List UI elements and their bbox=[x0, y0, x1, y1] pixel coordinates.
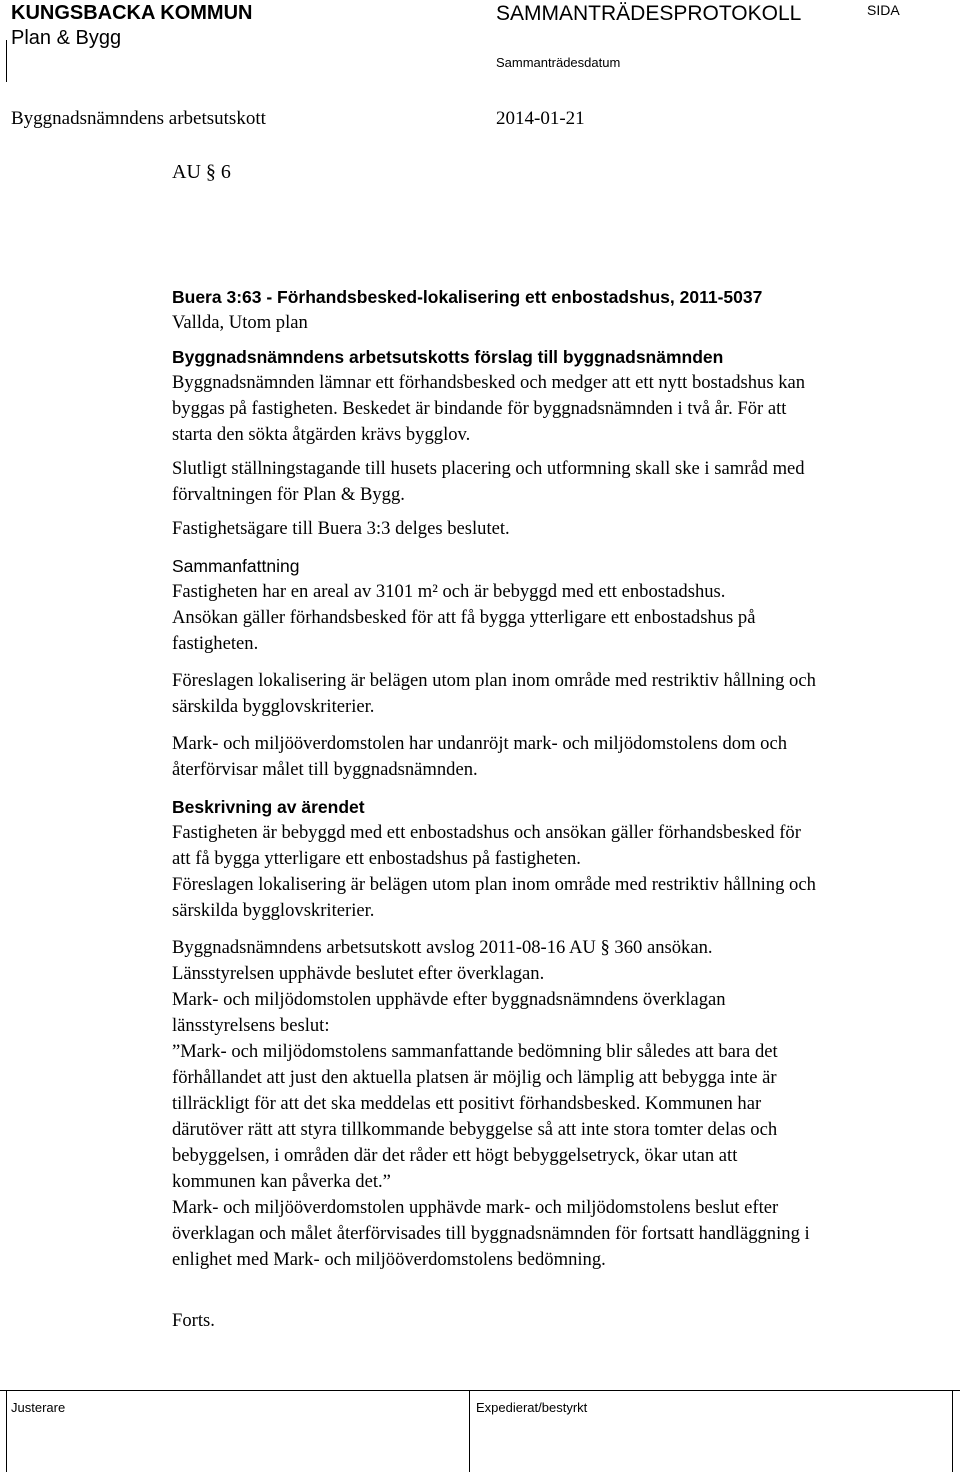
summary-location-line: Föreslagen lokalisering är belägen utom plan inom område med restriktiv hållning och bbox=[172, 670, 816, 691]
justerare-label: Justerare bbox=[11, 1400, 66, 1415]
organization-department: Plan & Bygg bbox=[11, 27, 122, 49]
summary-court-line: Mark- och miljööverdomstolen har undanröjt mark- och miljödomstolens dom och bbox=[172, 733, 788, 754]
spacer bbox=[172, 720, 952, 731]
meeting-date-label: Sammanträdesdatum bbox=[496, 55, 621, 70]
footer-divider bbox=[0, 1390, 960, 1391]
page-label: SIDA bbox=[867, 2, 900, 18]
footer-divider bbox=[952, 1390, 953, 1472]
history-line: ”Mark- och miljödomstolens sammanfattande bedömning blir således att bara det bbox=[172, 1041, 778, 1062]
spacer bbox=[172, 924, 952, 935]
history-line: Mark- och miljödomstolen upphävde efter byggnadsnämndens överklagan bbox=[172, 989, 726, 1010]
history-line: länsstyrelsens beslut: bbox=[172, 1015, 330, 1036]
final-position-line: förvaltningen för Plan & Bygg. bbox=[172, 484, 405, 505]
meeting-date: 2014-01-21 bbox=[496, 108, 585, 129]
spacer bbox=[172, 783, 952, 794]
spacer bbox=[172, 1273, 952, 1308]
description-line: Föreslagen lokalisering är belägen utom plan inom område med restriktiv hållning och bbox=[172, 874, 816, 895]
organization-name: KUNGSBACKA KOMMUN bbox=[11, 2, 253, 24]
history-line: förhållandet att just den aktuella platsen är möjlig och lämplig att bebygga inte är bbox=[172, 1067, 777, 1088]
history-line: enlighet med Mark- och miljööverdomstolens bedömning. bbox=[172, 1249, 606, 1270]
spacer bbox=[172, 448, 952, 456]
footer-divider bbox=[469, 1390, 470, 1472]
proposal-heading: Byggnadsnämndens arbetsutskotts förslag till byggnadsnämnden bbox=[172, 347, 724, 367]
continued-marker: Forts. bbox=[172, 1310, 215, 1331]
committee-name: Byggnadsnämndens arbetsutskott bbox=[11, 108, 266, 129]
final-position-line: Slutligt ställningstagande till husets placering och utformning skall ske i samråd med bbox=[172, 458, 805, 479]
footer-divider bbox=[6, 1390, 7, 1472]
description-line: Fastigheten är bebyggd med ett enbostadshus och ansökan gäller förhandsbesked för bbox=[172, 822, 801, 843]
owner-note: Fastighetsägare till Buera 3:3 delges beslutet. bbox=[172, 518, 510, 539]
protocol-body bbox=[172, 284, 952, 1334]
spacer bbox=[172, 508, 952, 516]
proposal-line: byggas på fastigheten. Beskedet är bindande för byggnadsnämnden i två år. För att bbox=[172, 398, 787, 419]
summary-line: Fastigheten har en areal av 3101 m² och är bebyggd med ett enbostadshus. bbox=[172, 581, 726, 602]
document-type: SAMMANTRÄDESPROTOKOLL bbox=[496, 2, 802, 25]
summary-location-line: särskilda bygglovskriterier. bbox=[172, 696, 375, 717]
description-heading: Beskrivning av ärendet bbox=[172, 797, 365, 817]
description-line: särskilda bygglovskriterier. bbox=[172, 900, 375, 921]
summary-line: fastigheten. bbox=[172, 633, 259, 654]
summary-line: Ansökan gäller förhandsbesked för att få bygga ytterligare ett enbostadshus på bbox=[172, 607, 756, 628]
spacer bbox=[172, 336, 952, 344]
header-divider bbox=[6, 40, 7, 82]
history-line: Mark- och miljööverdomstolen upphävde mark- och miljödomstolens beslut efter bbox=[172, 1197, 779, 1218]
history-line: bebyggelsen, i områden där det råder ett högt bebyggelsetryck, ökar utan att bbox=[172, 1145, 738, 1166]
history-line: Byggnadsnämndens arbetsutskott avslog 2011-08-16 AU § 360 ansökan. bbox=[172, 937, 713, 958]
summary-court-line: återförvisar målet till byggnadsnämnden. bbox=[172, 759, 478, 780]
case-title: Buera 3:63 - Förhandsbesked-lokalisering ett enbostadshus, 2011-5037 bbox=[172, 287, 763, 307]
history-line: överklagan och målet återförvisades till byggnadsnämnden för fortsatt handläggning i bbox=[172, 1223, 810, 1244]
expedierat-label: Expedierat/bestyrkt bbox=[476, 1400, 588, 1415]
history-line: därutöver rätt att styra tillkommande bebyggelse så att inte stora tomter delas och bbox=[172, 1119, 778, 1140]
section-reference: AU § 6 bbox=[172, 161, 231, 183]
history-line: tillräckligt för att det ska meddelas ett positivt förhandsbesked. Kommunen har bbox=[172, 1093, 762, 1114]
history-line: kommunen kan påverka det.” bbox=[172, 1171, 391, 1192]
history-line: Länsstyrelsen upphävde beslutet efter överklagan. bbox=[172, 963, 545, 984]
spacer bbox=[172, 542, 952, 553]
case-location: Vallda, Utom plan bbox=[172, 312, 308, 333]
spacer bbox=[172, 657, 952, 668]
summary-heading: Sammanfattning bbox=[172, 556, 300, 576]
description-line: att få bygga ytterligare ett enbostadshus på fastigheten. bbox=[172, 848, 581, 869]
proposal-line: Byggnadsnämnden lämnar ett förhandsbesked och medger att ett nytt bostadshus kan bbox=[172, 372, 806, 393]
proposal-line: starta den sökta åtgärden krävs bygglov. bbox=[172, 424, 471, 445]
